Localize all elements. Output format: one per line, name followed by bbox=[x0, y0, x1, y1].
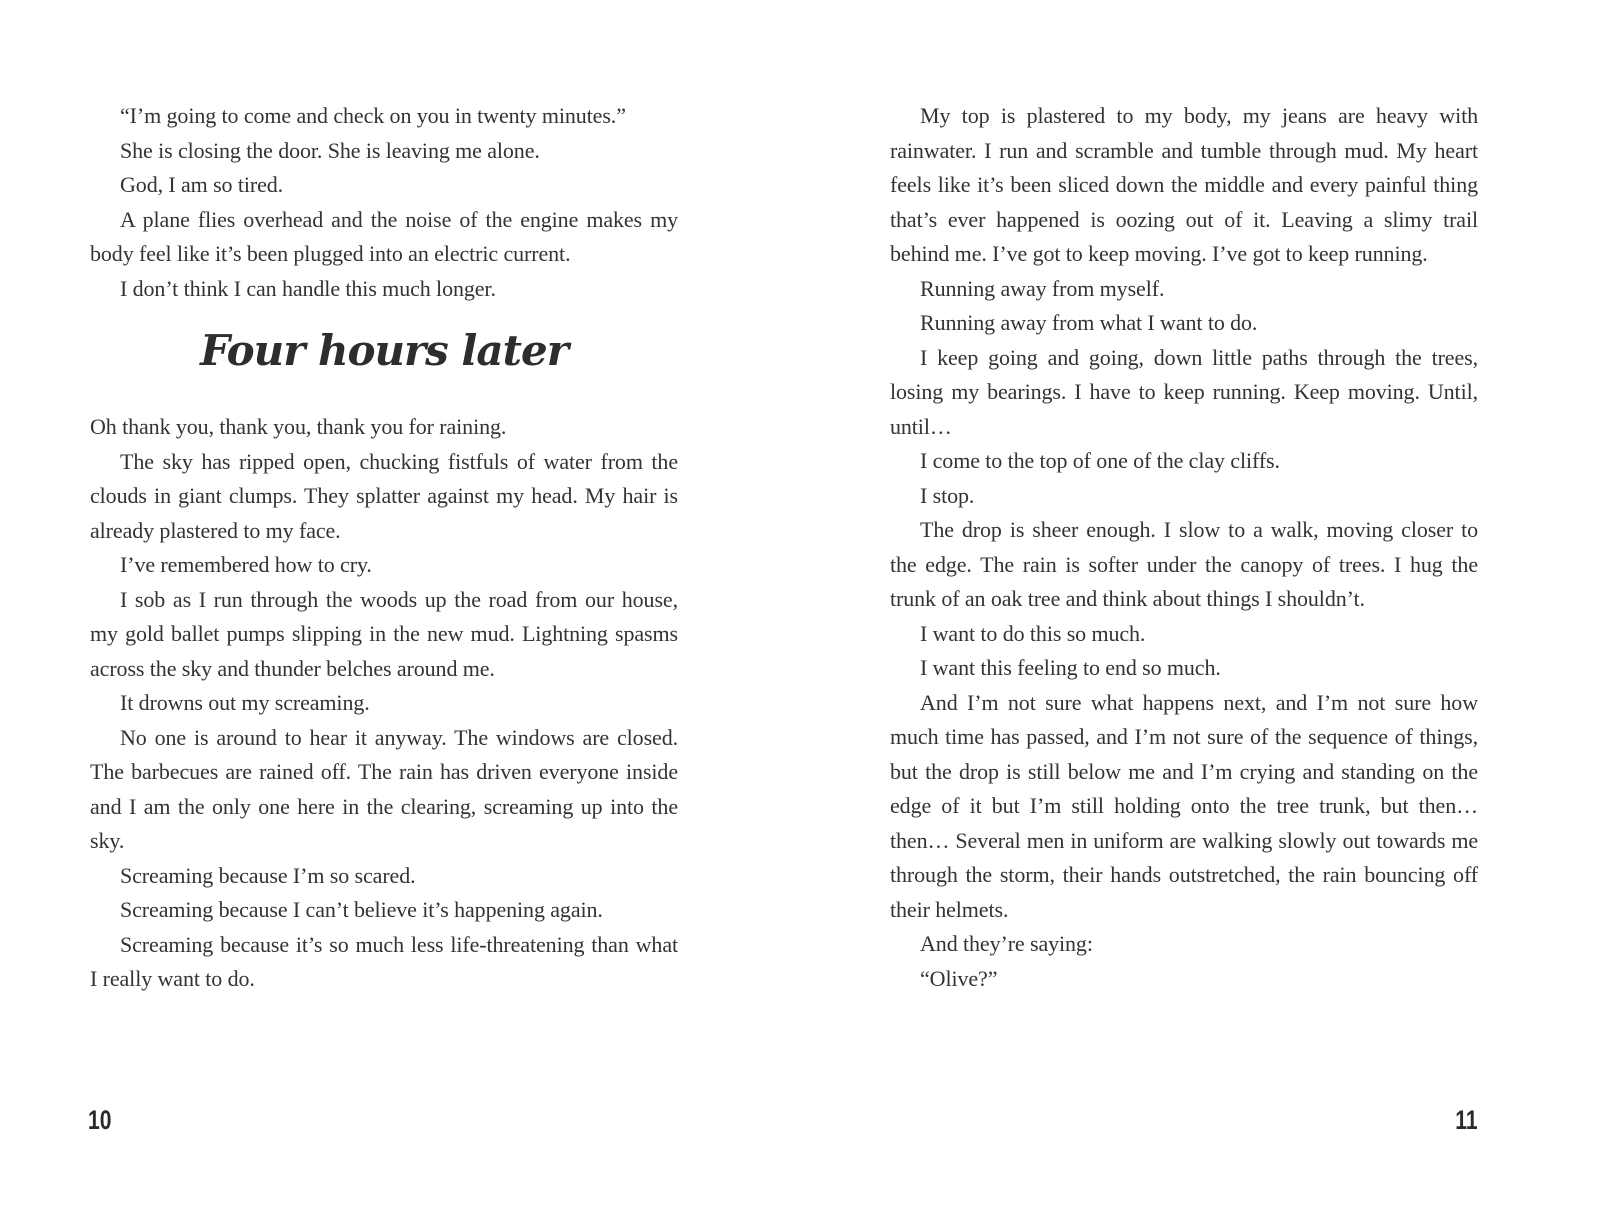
paragraph: I keep going and going, down little paths through the trees, losing my bearings. I have to keep running. Keep moving. Until, until… bbox=[890, 344, 1478, 439]
right-text-column bbox=[890, 99, 1478, 996]
paragraph: She is closing the door. She is leaving me alone. bbox=[120, 137, 540, 163]
page-number-right: 11 bbox=[1455, 1105, 1478, 1135]
paragraph: I’ve remembered how to cry. bbox=[120, 552, 372, 577]
paragraph: It drowns out my screaming. bbox=[120, 690, 370, 715]
page-right bbox=[800, 0, 1600, 1218]
paragraph: Screaming because I’m so scared. bbox=[120, 862, 416, 888]
page-number-left: 10 bbox=[88, 1105, 112, 1135]
paragraph: The sky has ripped open, chucking fistfuls of water from the clouds in giant clumps. They splatter against my head. My hair is already plastered to my face. bbox=[90, 448, 678, 543]
paragraph: Screaming because it’s so much less life-threatening than what I really want to do. bbox=[90, 931, 678, 991]
left-text-column bbox=[90, 99, 678, 997]
scene-heading: Four hours later bbox=[200, 326, 568, 375]
paragraph: I sob as I run through the woods up the road from our house, my gold ballet pumps slipping in the new mud. Lightning spasms across the sky and thunder belches around me. bbox=[90, 586, 678, 681]
paragraph: No one is around to hear it anyway. The windows are closed. The barbecues are rained off. The rain has driven everyone inside and I am the only one here in the clearing, screaming up into the sky. bbox=[90, 724, 678, 853]
paragraph: I want this feeling to end so much. bbox=[920, 655, 1221, 680]
paragraph: A plane flies overhead and the noise of the engine makes my body feel like it’s been plugged into an electric current. bbox=[90, 206, 678, 266]
paragraph: Oh thank you, thank you, thank you for raining. bbox=[90, 414, 507, 439]
paragraph: I come to the top of one of the clay cliffs. bbox=[920, 448, 1280, 473]
paragraph: Screaming because I can’t believe it’s happening again. bbox=[120, 897, 603, 922]
paragraph: And they’re saying: bbox=[920, 931, 1093, 956]
paragraph: The drop is sheer enough. I slow to a walk, moving closer to the edge. The rain is softer under the canopy of trees. I hug the trunk of an oak tree and think about things I shouldn’t. bbox=[890, 517, 1478, 611]
paragraph: “I’m going to come and check on you in twenty minutes.” bbox=[120, 103, 626, 128]
paragraph: Running away from what I want to do. bbox=[920, 310, 1258, 335]
paragraph: God, I am so tired. bbox=[120, 172, 284, 197]
paragraph: I want to do this so much. bbox=[920, 620, 1146, 646]
paragraph: I don’t think I can handle this much longer. bbox=[120, 275, 496, 301]
paragraph: My top is plastered to my body, my jeans are heavy with rainwater. I run and scramble and tumble through mud. My heart feels like it’s been sliced down the middle and every painful thing that’s ever happened is oozing out of it. Leaving a slimy trail behind me. I’ve got to keep moving. I’ve got to keep running. bbox=[890, 103, 1478, 266]
paragraph: And I’m not sure what happens next, and I’m not sure how much time has passed, and I’m not sure of the sequence of things, but the drop is still below me and I’m crying and standing on the edge of it but I’m still holding onto the tree trunk, but then…then… Several men in uniform are walking slowly out towards me through the storm, their hands outstretched, the rain bouncing off their helmets. bbox=[890, 689, 1478, 922]
paragraph: I stop. bbox=[920, 482, 975, 508]
paragraph: “Olive?” bbox=[920, 965, 998, 991]
paragraph: Running away from myself. bbox=[920, 275, 1165, 301]
